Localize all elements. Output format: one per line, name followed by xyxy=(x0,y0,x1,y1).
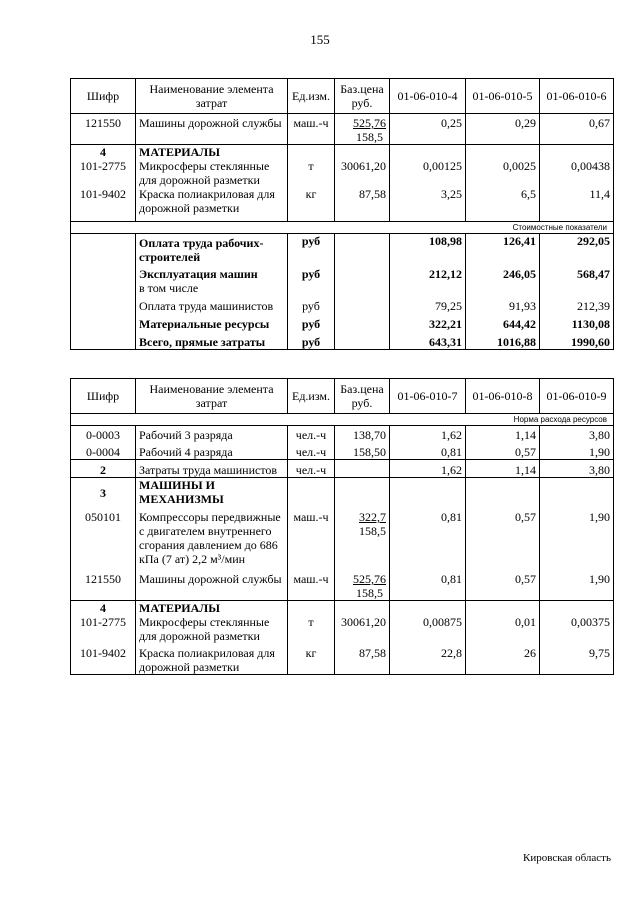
row-value-1: 1,62 xyxy=(390,426,466,443)
col-header-norm-1: 01-06-010-7 xyxy=(390,379,466,414)
table-row xyxy=(71,566,614,601)
section-code: 4 xyxy=(71,601,136,616)
table-row xyxy=(71,426,614,443)
summary-value-3: 1990,60 xyxy=(540,331,614,350)
row-value-3: 11,4 xyxy=(540,187,614,215)
table-row xyxy=(71,615,614,643)
row-name: Затраты труда машинистов xyxy=(136,460,288,478)
summary-value-3: 1130,08 xyxy=(540,313,614,331)
row-value-3: 1,90 xyxy=(540,566,614,601)
summary-value-3: 292,05 xyxy=(540,233,614,264)
row-value-3: 0,00438 xyxy=(540,159,614,187)
row-value-3: 1,90 xyxy=(540,442,614,460)
row-name: Микросферы стеклянные для дорожной разметки xyxy=(136,159,288,187)
row-code: 121550 xyxy=(71,566,136,601)
summary-value-3: 212,39 xyxy=(540,295,614,313)
row-code: 0-0004 xyxy=(71,442,136,460)
row-unit: чел.-ч xyxy=(288,460,335,478)
col-header-norm-1: 01-06-010-4 xyxy=(390,79,466,114)
row-name: Компрессоры передвижные с двигателем внутреннего сгорания давлением до 686 кПа (7 ат) 2,2 м³/мин xyxy=(136,506,288,566)
row-unit: маш.-ч xyxy=(288,114,335,145)
price-top: 525,76 xyxy=(353,572,386,586)
summary-value-1: 212,12 xyxy=(390,264,466,281)
col-header-name: Наименование элемента затрат xyxy=(136,379,288,414)
row-price: 158,50 xyxy=(335,442,390,460)
row-value-2: 0,29 xyxy=(466,114,540,145)
section-name: МАТЕРИАЛЫ xyxy=(136,601,288,616)
row-code: 050101 xyxy=(71,506,136,566)
summary-unit: руб xyxy=(288,295,335,313)
summary-value-2: 91,93 xyxy=(466,295,540,313)
summary-value-1: 79,25 xyxy=(390,295,466,313)
row-unit: маш.-ч xyxy=(288,566,335,601)
summary-unit: руб xyxy=(288,264,335,281)
col-header-norm-3: 01-06-010-6 xyxy=(540,79,614,114)
row-price: 138,70 xyxy=(335,426,390,443)
section-code: 2 xyxy=(71,460,136,478)
row-value-1: 0,00875 xyxy=(390,615,466,643)
table-row xyxy=(71,506,614,566)
table-row xyxy=(71,159,614,187)
table-header-row xyxy=(71,379,614,414)
summary-unit: руб xyxy=(288,331,335,350)
row-value-2: 26 xyxy=(466,643,540,675)
col-header-unit: Ед.изм. xyxy=(288,379,335,414)
col-header-name: Наименование элемента затрат xyxy=(136,79,288,114)
row-unit: чел.-ч xyxy=(288,426,335,443)
section-name: МАШИНЫ И МЕХАНИЗМЫ xyxy=(136,478,288,507)
price-bottom: 158,5 xyxy=(356,130,383,144)
price-fraction xyxy=(353,116,386,144)
row-value-2: 6,5 xyxy=(466,187,540,215)
col-header-price: Баз.цена руб. xyxy=(335,79,390,114)
row-unit: чел.-ч xyxy=(288,442,335,460)
col-header-norm-2: 01-06-010-8 xyxy=(466,379,540,414)
section-code: 4 xyxy=(71,145,136,160)
row-name: Машины дорожной службы xyxy=(136,566,288,601)
col-header-code: Шифр xyxy=(71,79,136,114)
row-value-1: 22,8 xyxy=(390,643,466,675)
row-value-1: 0,81 xyxy=(390,566,466,601)
row-value-1: 0,00125 xyxy=(390,159,466,187)
price-fraction xyxy=(353,572,386,600)
row-value-3: 0,00375 xyxy=(540,615,614,643)
row-value-2: 0,57 xyxy=(466,566,540,601)
summary-row xyxy=(71,331,614,350)
section-code: 3 xyxy=(71,478,136,507)
band-row xyxy=(71,414,614,426)
row-price: 30061,20 xyxy=(335,159,390,187)
row-value-1: 3,25 xyxy=(390,187,466,215)
row-code: 101-9402 xyxy=(71,187,136,215)
col-header-norm-2: 01-06-010-5 xyxy=(466,79,540,114)
summary-value-1: 108,98 xyxy=(390,233,466,264)
summary-name: Эксплуатация машин xyxy=(136,264,288,281)
summary-value-2: 126,41 xyxy=(466,233,540,264)
row-code: 101-2775 xyxy=(71,159,136,187)
row-value-1: 1,62 xyxy=(390,460,466,478)
row-value-3: 9,75 xyxy=(540,643,614,675)
col-header-unit: Ед.изм. xyxy=(288,79,335,114)
row-unit: кг xyxy=(288,643,335,675)
row-value-3: 1,90 xyxy=(540,506,614,566)
summary-value-2: 644,42 xyxy=(466,313,540,331)
row-value-1: 0,25 xyxy=(390,114,466,145)
summary-value-2: 246,05 xyxy=(466,264,540,281)
col-header-norm-3: 01-06-010-9 xyxy=(540,379,614,414)
section-row xyxy=(71,601,614,616)
price-fraction xyxy=(359,510,386,538)
section-name: МАТЕРИАЛЫ xyxy=(136,145,288,160)
summary-unit: руб xyxy=(288,233,335,264)
row-unit: т xyxy=(288,615,335,643)
summary-name: Оплата труда рабочих-строителей xyxy=(136,233,288,264)
summary-name: в том числе xyxy=(136,281,288,295)
page-number: 155 xyxy=(310,32,330,47)
summary-name: Оплата труда машинистов xyxy=(136,295,288,313)
row-name: Машины дорожной службы xyxy=(136,114,288,145)
row-code: 0-0003 xyxy=(71,426,136,443)
summary-name: Всего, прямые затраты xyxy=(136,331,288,350)
row-unit: маш.-ч xyxy=(288,506,335,566)
region-footer: Кировская область xyxy=(522,852,611,864)
summary-row xyxy=(71,281,614,295)
row-name: Микросферы стеклянные для дорожной разметки xyxy=(136,615,288,643)
row-value-2: 1,14 xyxy=(466,460,540,478)
band-label: Норма расхода ресурсов xyxy=(71,414,614,426)
section-row xyxy=(71,145,614,160)
summary-row xyxy=(71,313,614,331)
row-unit: т xyxy=(288,159,335,187)
row-value-2: 0,01 xyxy=(466,615,540,643)
table-header-row xyxy=(71,79,614,114)
row-price: 30061,20 xyxy=(335,615,390,643)
price-bottom: 158,5 xyxy=(359,524,386,538)
row-name: Краска полиакриловая для дорожной разметки xyxy=(136,187,288,215)
row-value-1: 0,81 xyxy=(390,506,466,566)
row-name: Рабочий 3 разряда xyxy=(136,426,288,443)
summary-value-3: 568,47 xyxy=(540,264,614,281)
price-top: 322,7 xyxy=(359,510,386,524)
table-row xyxy=(71,114,614,145)
table-row xyxy=(71,643,614,675)
row-value-2: 0,57 xyxy=(466,442,540,460)
band-label: Стоимостные показатели xyxy=(71,221,614,233)
row-name: Краска полиакриловая для дорожной разметки xyxy=(136,643,288,675)
row-value-2: 0,0025 xyxy=(466,159,540,187)
summary-value-1: 322,21 xyxy=(390,313,466,331)
section-row xyxy=(71,460,614,478)
summary-value-1: 643,31 xyxy=(390,331,466,350)
band-row xyxy=(71,221,614,233)
summary-value-2: 1016,88 xyxy=(466,331,540,350)
cost-table-1 xyxy=(70,78,614,350)
col-header-code: Шифр xyxy=(71,379,136,414)
summary-name: Материальные ресурсы xyxy=(136,313,288,331)
row-name: Рабочий 4 разряда xyxy=(136,442,288,460)
row-value-3: 3,80 xyxy=(540,460,614,478)
section-row xyxy=(71,478,614,507)
col-header-price: Баз.цена руб. xyxy=(335,379,390,414)
row-value-2: 0,57 xyxy=(466,506,540,566)
row-code: 121550 xyxy=(71,114,136,145)
summary-row xyxy=(71,233,614,264)
table-row xyxy=(71,442,614,460)
row-price: 87,58 xyxy=(335,187,390,215)
summary-row xyxy=(71,295,614,313)
row-value-1: 0,81 xyxy=(390,442,466,460)
price-top: 525,76 xyxy=(353,116,386,130)
summary-unit: руб xyxy=(288,313,335,331)
price-bottom: 158,5 xyxy=(356,586,383,600)
row-code: 101-2775 xyxy=(71,615,136,643)
row-price: 87,58 xyxy=(335,643,390,675)
summary-row xyxy=(71,264,614,281)
table-row xyxy=(71,187,614,215)
row-unit: кг xyxy=(288,187,335,215)
cost-table-2 xyxy=(70,378,614,675)
row-value-3: 0,67 xyxy=(540,114,614,145)
row-value-2: 1,14 xyxy=(466,426,540,443)
row-code: 101-9402 xyxy=(71,643,136,675)
row-value-3: 3,80 xyxy=(540,426,614,443)
